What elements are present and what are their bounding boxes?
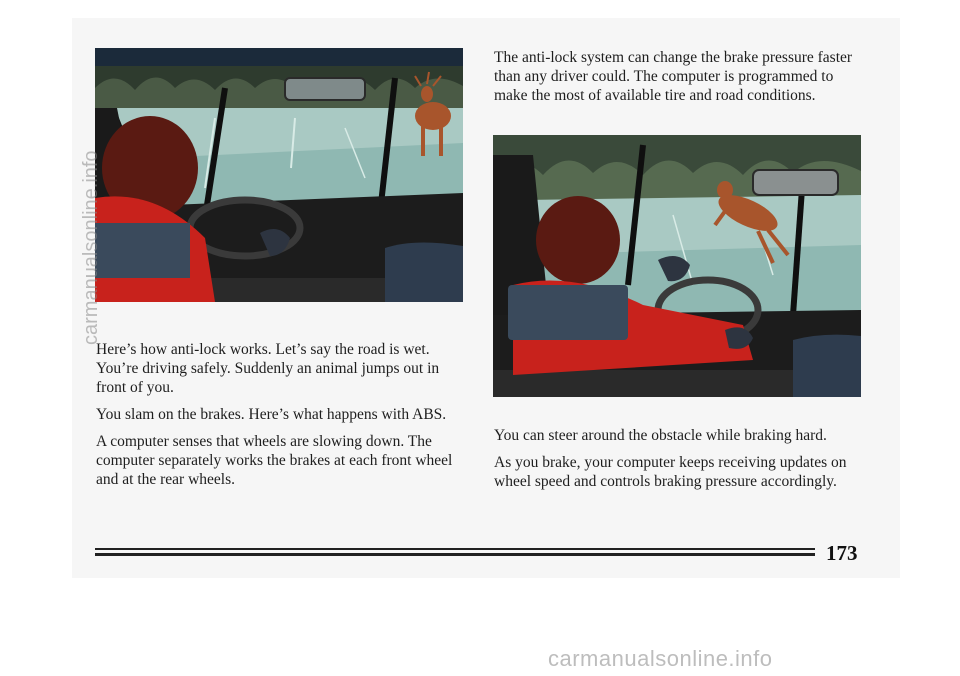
text-column-left (96, 340, 466, 497)
paragraph-wheel-speed-updates: As you brake, your computer keeps receiving updates on wheel speed and controls braking pressure accordingly. (494, 454, 847, 490)
illustration-steer-around (493, 135, 861, 397)
illustration-deer-ahead-art (95, 48, 463, 302)
paragraph-steer-around: You can steer around the obstacle while braking hard. (494, 427, 827, 444)
text-column-right-bottom (494, 426, 864, 499)
paragraph-how-antilock-works: Here’s how anti-lock works. Let’s say the road is wet. You’re driving safely. Suddenly an animal jumps out in front of you. (96, 341, 440, 396)
footer-rule-thick (95, 553, 815, 556)
illustration-steer-around-art (493, 135, 861, 397)
illustration-deer-ahead (95, 48, 463, 302)
text-column-right-top (494, 48, 864, 113)
footer-rule-thin (95, 548, 815, 550)
paragraph-computer-senses: A computer senses that wheels are slowing down. The computer separately works the brakes at each front wheel and at the rear wheels. (96, 433, 453, 488)
page-number: 173 (826, 541, 858, 565)
paragraph-slam-brakes: You slam on the brakes. Here’s what happens with ABS. (96, 406, 447, 423)
site-watermark: carmanualsonline.info (548, 646, 773, 671)
paragraph-antilock-pressure: The anti-lock system can change the brake pressure faster than any driver could. The computer is programmed to make the most of available tire and road conditions. (494, 49, 853, 104)
side-watermark: carmanualsonline.info (80, 150, 102, 345)
